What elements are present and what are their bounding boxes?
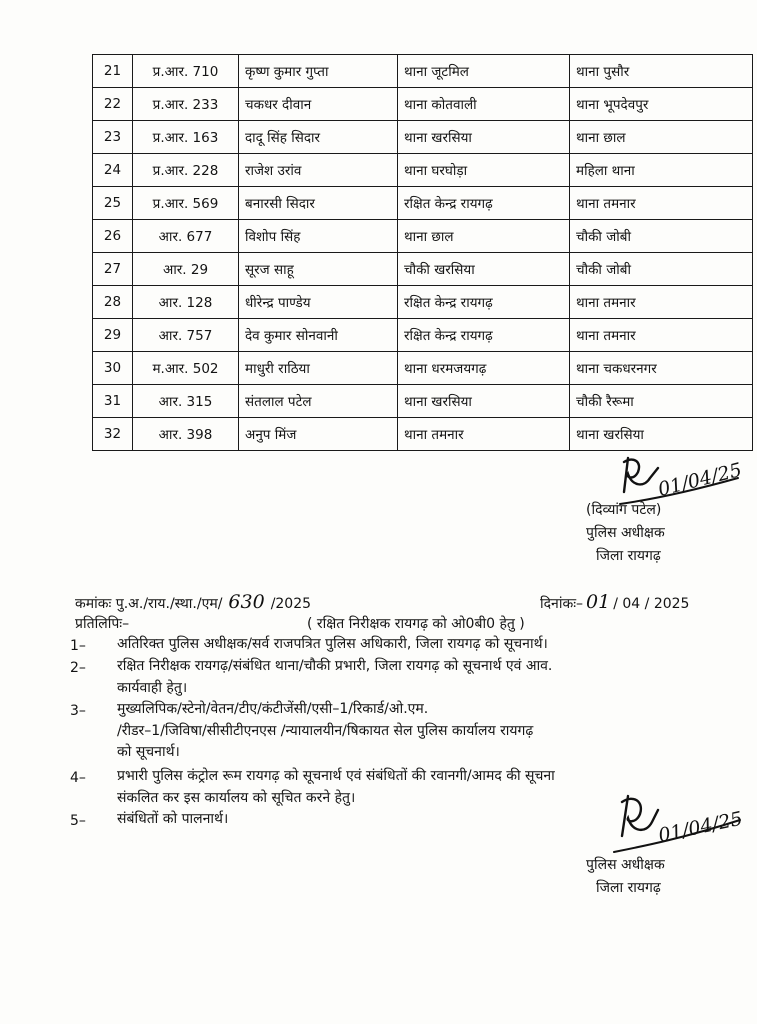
posted-to-cell: चौकी रैरूमा — [570, 385, 753, 418]
signatory-title-2: पुलिस अधीक्षक — [586, 857, 665, 873]
reference-prefix: कमांकः पु.अ./राय./स्था./एम/ — [75, 596, 223, 612]
posted-from-cell: थाना खरसिया — [398, 385, 570, 418]
posted-to-cell: थाना तमनार — [570, 286, 753, 319]
order-date — [540, 591, 689, 613]
transfer-table — [92, 54, 753, 451]
posted-to-cell: महिला थाना — [570, 154, 753, 187]
copy-item-line: अतिरिक्त पुलिस अधीक्षक/सर्व राजपत्रित पुलिस अधिकारी, जिला रायगढ़ को सूचनार्थ। — [117, 636, 548, 652]
rank-number-cell: आर. 677 — [133, 220, 239, 253]
serial-number-cell: 30 — [93, 352, 133, 385]
posted-from-cell: थाना घरघोड़ा — [398, 154, 570, 187]
posted-to-cell: चौकी जोबी — [570, 220, 753, 253]
posted-from-cell: रक्षित केन्द्र रायगढ़ — [398, 319, 570, 352]
serial-number-cell: 32 — [93, 418, 133, 451]
copy-note: ( रक्षित निरीक्षक रायगढ़ को ओ0बी0 हेतु ) — [307, 616, 525, 632]
serial-number-cell: 27 — [93, 253, 133, 286]
employee-name-cell: विशोप सिंह — [239, 220, 398, 253]
table-row — [93, 352, 753, 385]
serial-number-cell: 28 — [93, 286, 133, 319]
serial-number-cell: 26 — [93, 220, 133, 253]
posted-from-cell: थाना खरसिया — [398, 121, 570, 154]
table-row — [93, 319, 753, 352]
reference-number-handwritten: 630 — [228, 591, 265, 613]
employee-name-cell: कृष्ण कुमार गुप्ता — [239, 55, 398, 88]
order-reference — [75, 591, 311, 613]
employee-name-cell: देव कुमार सोनवानी — [239, 319, 398, 352]
copy-item-number: 1– — [70, 638, 86, 654]
posted-from-cell: रक्षित केन्द्र रायगढ़ — [398, 187, 570, 220]
table-row — [93, 286, 753, 319]
copy-item-number: 4– — [70, 770, 86, 786]
posted-to-cell: थाना खरसिया — [570, 418, 753, 451]
posted-to-cell: थाना चकधरनगर — [570, 352, 753, 385]
rank-number-cell: म.आर. 502 — [133, 352, 239, 385]
posted-from-cell: थाना जूटमिल — [398, 55, 570, 88]
employee-name-cell: माधुरी राठिया — [239, 352, 398, 385]
rank-number-cell: प्र.आर. 228 — [133, 154, 239, 187]
rank-number-cell: आर. 757 — [133, 319, 239, 352]
employee-name-cell: सूरज साहू — [239, 253, 398, 286]
rank-number-cell: आर. 315 — [133, 385, 239, 418]
table-row — [93, 55, 753, 88]
svg-text:01/04/25: 01/04/25 — [656, 807, 745, 847]
table-row — [93, 187, 753, 220]
copy-item-line: मुख्यलिपिक/स्टेनो/वेतन/टीए/कंटीजेंसी/एसी–1/रिकार्ड/ओ.एम. — [117, 701, 429, 717]
date-label: दिनांकः– — [540, 596, 584, 612]
posted-from-cell: थाना धरमजयगढ़ — [398, 352, 570, 385]
posted-from-cell: चौकी खरसिया — [398, 253, 570, 286]
posted-from-cell: थाना छाल — [398, 220, 570, 253]
table-row — [93, 418, 753, 451]
rank-number-cell: आर. 398 — [133, 418, 239, 451]
copy-item-1 — [117, 634, 737, 656]
rank-number-cell: प्र.आर. 569 — [133, 187, 239, 220]
posted-from-cell: थाना तमनार — [398, 418, 570, 451]
table-row — [93, 121, 753, 154]
serial-number-cell: 23 — [93, 121, 133, 154]
table-row — [93, 220, 753, 253]
date-day-handwritten: 01 — [586, 591, 611, 613]
employee-name-cell: अनुप मिंज — [239, 418, 398, 451]
posted-to-cell: थाना छाल — [570, 121, 753, 154]
serial-number-cell: 25 — [93, 187, 133, 220]
copy-item-line: को सूचनार्थ। — [117, 744, 180, 760]
copy-item-line: /रीडर–1/जिविषा/सीसीटीएनएस /न्यायालयीन/षिकायत सेल पुलिस कार्यालय रायगढ़ — [117, 722, 534, 739]
reference-year: /2025 — [270, 596, 312, 612]
employee-name-cell: धीरेन्द्र पाण्डेय — [239, 286, 398, 319]
employee-name-cell: दादू सिंह सिदार — [239, 121, 398, 154]
transfer-table-body — [93, 55, 753, 451]
table-row — [93, 154, 753, 187]
employee-name-cell: चकधर दीवान — [239, 88, 398, 121]
copy-item-2 — [117, 656, 737, 699]
posted-to-cell: थाना तमनार — [570, 319, 753, 352]
serial-number-cell: 24 — [93, 154, 133, 187]
copy-label: प्रतिलिपिः– — [75, 616, 130, 632]
serial-number-cell: 31 — [93, 385, 133, 418]
svg-text:01/04/25: 01/04/25 — [655, 458, 745, 501]
employee-name-cell: राजेश उरांव — [239, 154, 398, 187]
copy-item-line: संबंधितों को पालनार्थ। — [117, 811, 229, 827]
rank-number-cell: प्र.आर. 163 — [133, 121, 239, 154]
serial-number-cell: 22 — [93, 88, 133, 121]
posted-from-cell: रक्षित केन्द्र रायगढ़ — [398, 286, 570, 319]
posted-to-cell: चौकी जोबी — [570, 253, 753, 286]
rank-number-cell: आर. 128 — [133, 286, 239, 319]
copy-item-line: संकलित कर इस कार्यालय को सूचित करने हेतु। — [117, 789, 356, 806]
rank-number-cell: प्र.आर. 710 — [133, 55, 239, 88]
posted-from-cell: थाना कोतवाली — [398, 88, 570, 121]
copy-item-line: कार्यवाही हेतु। — [117, 679, 188, 696]
employee-name-cell: संतलाल पटेल — [239, 385, 398, 418]
signatory-district-2: जिला रायगढ़ — [596, 880, 661, 896]
copy-item-line: प्रभारी पुलिस कंट्रोल रूम रायगढ़ को सूचनार्थ एवं संबंधितों की रवानगी/आमद की सूचना — [117, 768, 555, 784]
signatory-title: पुलिस अधीक्षक — [586, 525, 665, 541]
serial-number-cell: 29 — [93, 319, 133, 352]
table-row — [93, 88, 753, 121]
serial-number-cell: 21 — [93, 55, 133, 88]
posted-to-cell: थाना पुसौर — [570, 55, 753, 88]
copy-item-3 — [117, 699, 737, 764]
posted-to-cell: थाना भूपदेवपुर — [570, 88, 753, 121]
copy-item-number: 3– — [70, 703, 86, 719]
signatory-district: जिला रायगढ़ — [596, 548, 661, 564]
signatory-name: (दिव्यांग पटेल) — [586, 502, 662, 518]
copy-item-number: 2– — [70, 660, 86, 676]
copy-item-number: 5– — [70, 813, 86, 829]
table-row — [93, 253, 753, 286]
employee-name-cell: बनारसी सिदार — [239, 187, 398, 220]
copy-item-line: रक्षित निरीक्षक रायगढ़/संबंधित थाना/चौकी प्रभारी, जिला रायगढ़ को सूचनार्थ एवं आव. — [117, 658, 553, 674]
rank-number-cell: आर. 29 — [133, 253, 239, 286]
date-rest: / 04 / 2025 — [613, 596, 690, 612]
posted-to-cell: थाना तमनार — [570, 187, 753, 220]
table-row — [93, 385, 753, 418]
rank-number-cell: प्र.आर. 233 — [133, 88, 239, 121]
